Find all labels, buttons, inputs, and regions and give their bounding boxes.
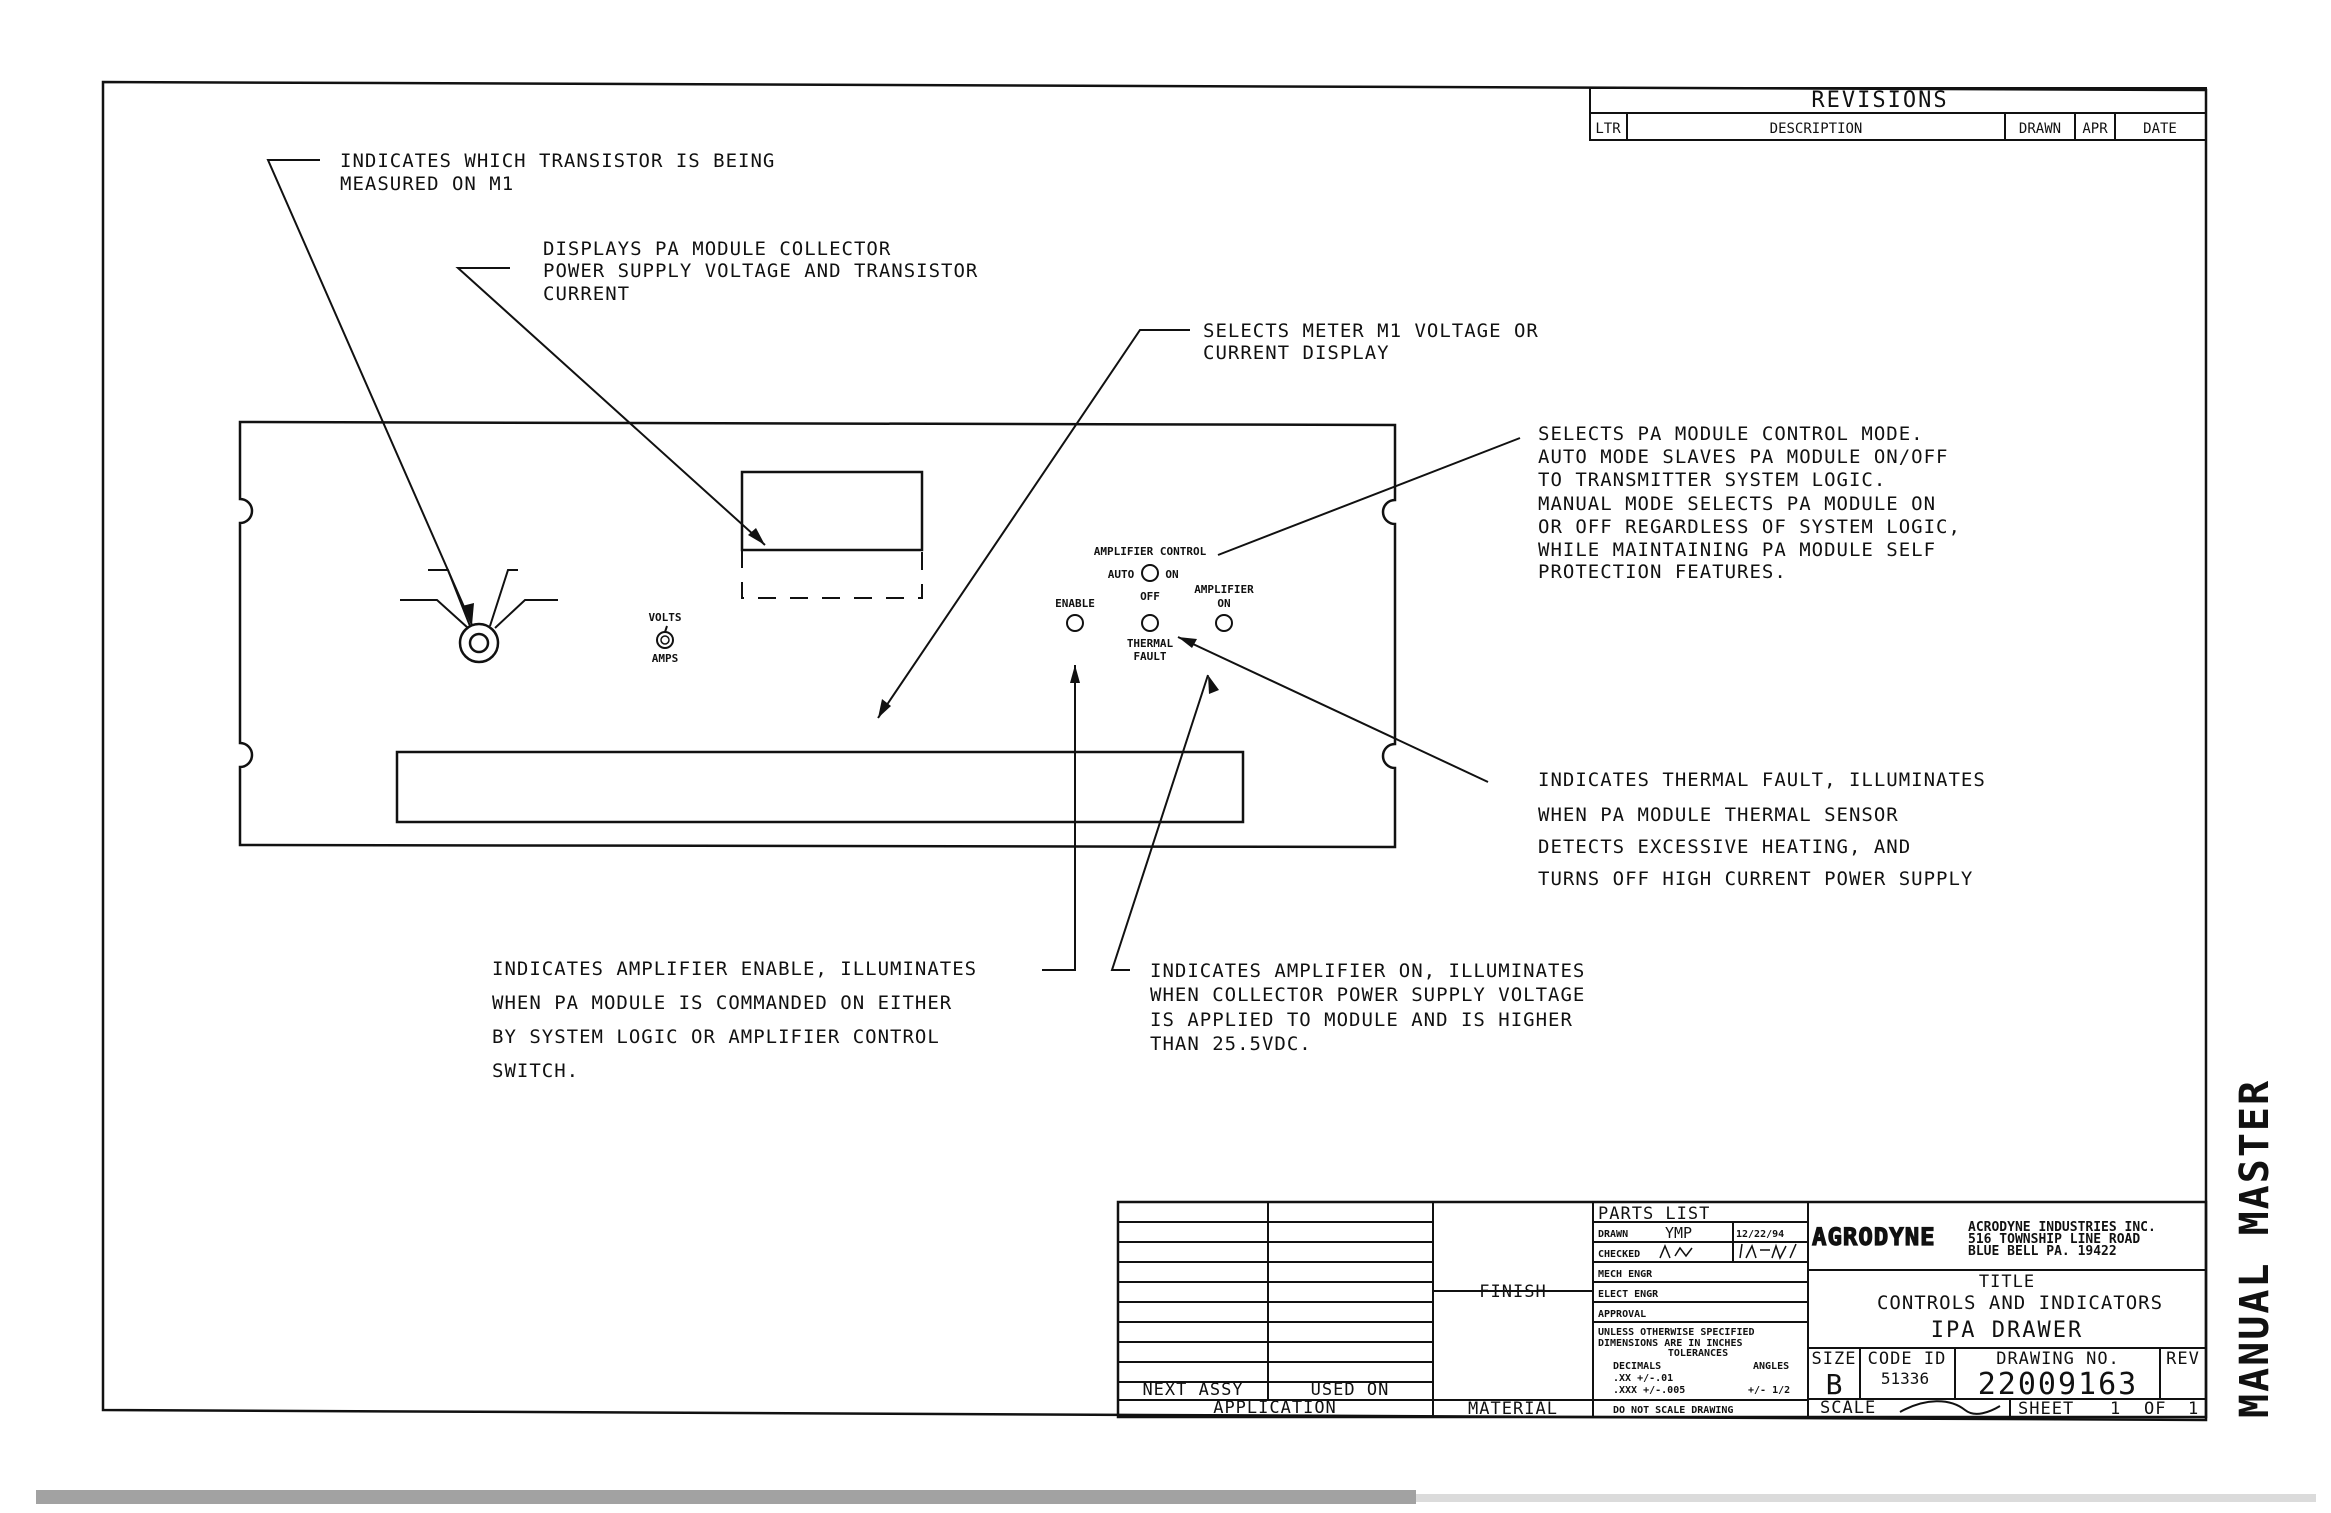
size-label: SIZE (1811, 1349, 1857, 1369)
revisions-block (1590, 88, 2206, 140)
approval-label: APPROVAL (1598, 1309, 1647, 1320)
application-label: APPLICATION (1213, 1398, 1337, 1418)
amplifier-on-indicator (1216, 615, 1232, 631)
company-addr-2: BLUE BELL PA. 19422 (1968, 1244, 2117, 1259)
svg-text:PROTECTION FEATURES.: PROTECTION FEATURES. (1538, 561, 1787, 583)
sheet-value: 1 (2110, 1399, 2122, 1419)
tolerance-note-2: DIMENSIONS ARE IN INCHES (1598, 1338, 1743, 1349)
svg-text:WHEN COLLECTOR POWER SUPPLY VO: WHEN COLLECTOR POWER SUPPLY VOLTAGE (1150, 984, 1586, 1006)
tolerances-label: TOLERANCES (1667, 1348, 1729, 1359)
amplifier-on-label-2: ON (1217, 597, 1231, 610)
rev-col-apr: APR (2082, 121, 2108, 137)
tol-xx: .XX +/-.01 (1613, 1373, 1674, 1384)
svg-text:WHEN PA MODULE IS COMMANDED ON: WHEN PA MODULE IS COMMANDED ON EITHER (492, 992, 953, 1014)
front-panel (240, 422, 1395, 847)
svg-text:POWER SUPPLY VOLTAGE AND TRANS: POWER SUPPLY VOLTAGE AND TRANSISTOR (543, 260, 979, 282)
tol-xxx: .XXX +/-.005 (1613, 1385, 1686, 1396)
svg-text:INDICATES THERMAL FAULT, ILLUM: INDICATES THERMAL FAULT, ILLUMINATES (1538, 769, 1986, 791)
fault-label: FAULT (1133, 650, 1167, 663)
parts-list-label: PARTS LIST (1598, 1204, 1711, 1224)
scan-band (36, 1490, 1416, 1504)
svg-text:SELECTS METER M1 VOLTAGE OR: SELECTS METER M1 VOLTAGE OR (1203, 320, 1539, 342)
volts-label: VOLTS (648, 611, 682, 624)
front-display-window (397, 752, 1243, 822)
svg-text:BY SYSTEM LOGIC OR AMPLIFIER C: BY SYSTEM LOGIC OR AMPLIFIER CONTROL (492, 1026, 940, 1048)
amplifier-control-label: AMPLIFIER CONTROL (1093, 545, 1207, 558)
title-block (1118, 1202, 2206, 1419)
on-label: ON (1165, 568, 1179, 581)
company-addr-1: 516 TOWNSHIP LINE ROAD (1968, 1232, 2141, 1247)
svg-text:SELECTS PA MODULE CONTROL MODE: SELECTS PA MODULE CONTROL MODE. (1538, 423, 1924, 445)
callout-control-mode (1538, 423, 1961, 583)
tolerance-note-1: UNLESS OTHERWISE SPECIFIED (1598, 1327, 1755, 1338)
svg-text:INDICATES AMPLIFIER ON, ILLUMI: INDICATES AMPLIFIER ON, ILLUMINATES (1150, 960, 1586, 982)
scan-band-light (1416, 1494, 2316, 1502)
svg-text:WHEN PA MODULE THERMAL SENSOR: WHEN PA MODULE THERMAL SENSOR (1538, 804, 1899, 826)
off-label: OFF (1140, 590, 1160, 603)
drawing-no-value: 22009163 (1977, 1367, 2139, 1402)
svg-text:MANUAL MODE SELECTS PA MODULE: MANUAL MODE SELECTS PA MODULE ON (1538, 493, 1937, 515)
svg-text:TO TRANSMITTER SYSTEM LOGIC.: TO TRANSMITTER SYSTEM LOGIC. (1538, 469, 1887, 491)
svg-text:MEASURED ON M1: MEASURED ON M1 (340, 173, 515, 195)
svg-text:INDICATES WHICH TRANSISTOR IS: INDICATES WHICH TRANSISTOR IS BEING (340, 150, 776, 172)
callout-meter-select (1203, 320, 1539, 364)
callout-thermal-fault (1538, 769, 1986, 890)
scale-squiggle (1900, 1401, 2000, 1414)
amps-label: AMPS (651, 652, 679, 665)
rev-col-description: DESCRIPTION (1769, 121, 1863, 137)
svg-text:CURRENT DISPLAY: CURRENT DISPLAY (1203, 342, 1390, 364)
drawn-label: DRAWN (1598, 1229, 1629, 1240)
manual-master-stamp: MANUAL MASTER (2232, 1078, 2278, 1418)
drawn-date: 12/22/94 (1736, 1229, 1785, 1240)
decimals-label: DECIMALS (1613, 1361, 1662, 1372)
material-label: MATERIAL (1468, 1399, 1558, 1419)
rev-col-ltr: LTR (1595, 121, 1621, 137)
volts-amps-toggle[interactable] (657, 626, 673, 648)
scale-label: SCALE (1820, 1398, 1877, 1418)
rev-col-date: DATE (2143, 121, 2177, 137)
thermal-label: THERMAL (1126, 637, 1174, 650)
code-id-label: CODE ID (1867, 1349, 1947, 1369)
meter-dashed-outline (742, 550, 922, 598)
svg-text:AUTO MODE SLAVES PA MODULE ON/: AUTO MODE SLAVES PA MODULE ON/OFF (1538, 446, 1949, 468)
enable-label: ENABLE (1055, 597, 1095, 610)
svg-text:IS APPLIED TO MODULE AND IS HI: IS APPLIED TO MODULE AND IS HIGHER (1150, 1009, 1573, 1031)
drawing-title-1: CONTROLS AND INDICATORS (1876, 1292, 2164, 1314)
size-value: B (1825, 1368, 1843, 1401)
of-value: 1 (2188, 1399, 2200, 1419)
checked-signature (1660, 1246, 1692, 1258)
no-scale-note: DO NOT SCALE DRAWING (1613, 1405, 1734, 1416)
callout-meter-display (543, 238, 978, 305)
checked-date-signature (1740, 1244, 1796, 1258)
angles-label: ANGLES (1753, 1361, 1790, 1372)
thermal-fault-indicator (1142, 615, 1158, 631)
mech-engr-label: MECH ENGR (1598, 1269, 1653, 1280)
svg-text:DETECTS EXCESSIVE HEATING, AND: DETECTS EXCESSIVE HEATING, AND (1538, 836, 1912, 858)
auto-label: AUTO (1107, 568, 1135, 581)
svg-text:INDICATES AMPLIFIER ENABLE, IL: INDICATES AMPLIFIER ENABLE, ILLUMINATES (492, 958, 978, 980)
svg-text:OR OFF REGARDLESS OF SYSTEM LO: OR OFF REGARDLESS OF SYSTEM LOGIC, (1538, 516, 1961, 538)
drawing-title-2: IPA DRAWER (1930, 1318, 2084, 1343)
code-id-value: 51336 (1880, 1369, 1930, 1388)
company-logo: AGRODYNE (1812, 1223, 1936, 1251)
drawn-by: YMP (1665, 1224, 1693, 1242)
title-label: TITLE (1978, 1272, 2036, 1292)
revisions-header: REVISIONS (1811, 88, 1949, 113)
svg-text:TURNS OFF HIGH CURRENT POWER S: TURNS OFF HIGH CURRENT POWER SUPPLY (1538, 868, 1974, 890)
enable-indicator (1067, 615, 1083, 631)
callout-transistor-indicator (340, 150, 775, 195)
svg-text:THAN 25.5VDC.: THAN 25.5VDC. (1150, 1033, 1312, 1055)
finish-label: FINISH (1479, 1282, 1547, 1302)
meter-m1 (742, 472, 922, 550)
tol-angle: +/- 1/2 (1748, 1385, 1791, 1396)
amplifier-on-label: AMPLIFIER (1194, 583, 1254, 596)
svg-text:WHILE MAINTAINING PA MODULE SE: WHILE MAINTAINING PA MODULE SELF (1538, 539, 1937, 561)
elect-engr-label: ELECT ENGR (1598, 1289, 1659, 1300)
drawing-no-label: DRAWING NO. (1996, 1349, 2120, 1369)
rev-col-drawn: DRAWN (2018, 121, 2062, 137)
sheet-label: SHEET (2018, 1399, 2075, 1419)
checked-label: CHECKED (1598, 1249, 1641, 1260)
next-assy-label: NEXT ASSY (1142, 1380, 1244, 1400)
svg-text:CURRENT: CURRENT (543, 283, 631, 305)
svg-text:SWITCH.: SWITCH. (492, 1060, 580, 1082)
callout-amp-enable (492, 958, 977, 1082)
callout-amp-on (1150, 960, 1585, 1055)
rev-label: REV (2166, 1349, 2200, 1369)
transistor-selector-knob[interactable] (400, 570, 558, 662)
svg-text:DISPLAYS PA MODULE COLLECTOR: DISPLAYS PA MODULE COLLECTOR (543, 238, 892, 260)
company-name: ACRODYNE INDUSTRIES INC. (1968, 1220, 2156, 1235)
of-label: OF (2144, 1399, 2167, 1419)
amplifier-control-switch[interactable] (1142, 565, 1158, 581)
used-on-label: USED ON (1310, 1380, 1390, 1400)
